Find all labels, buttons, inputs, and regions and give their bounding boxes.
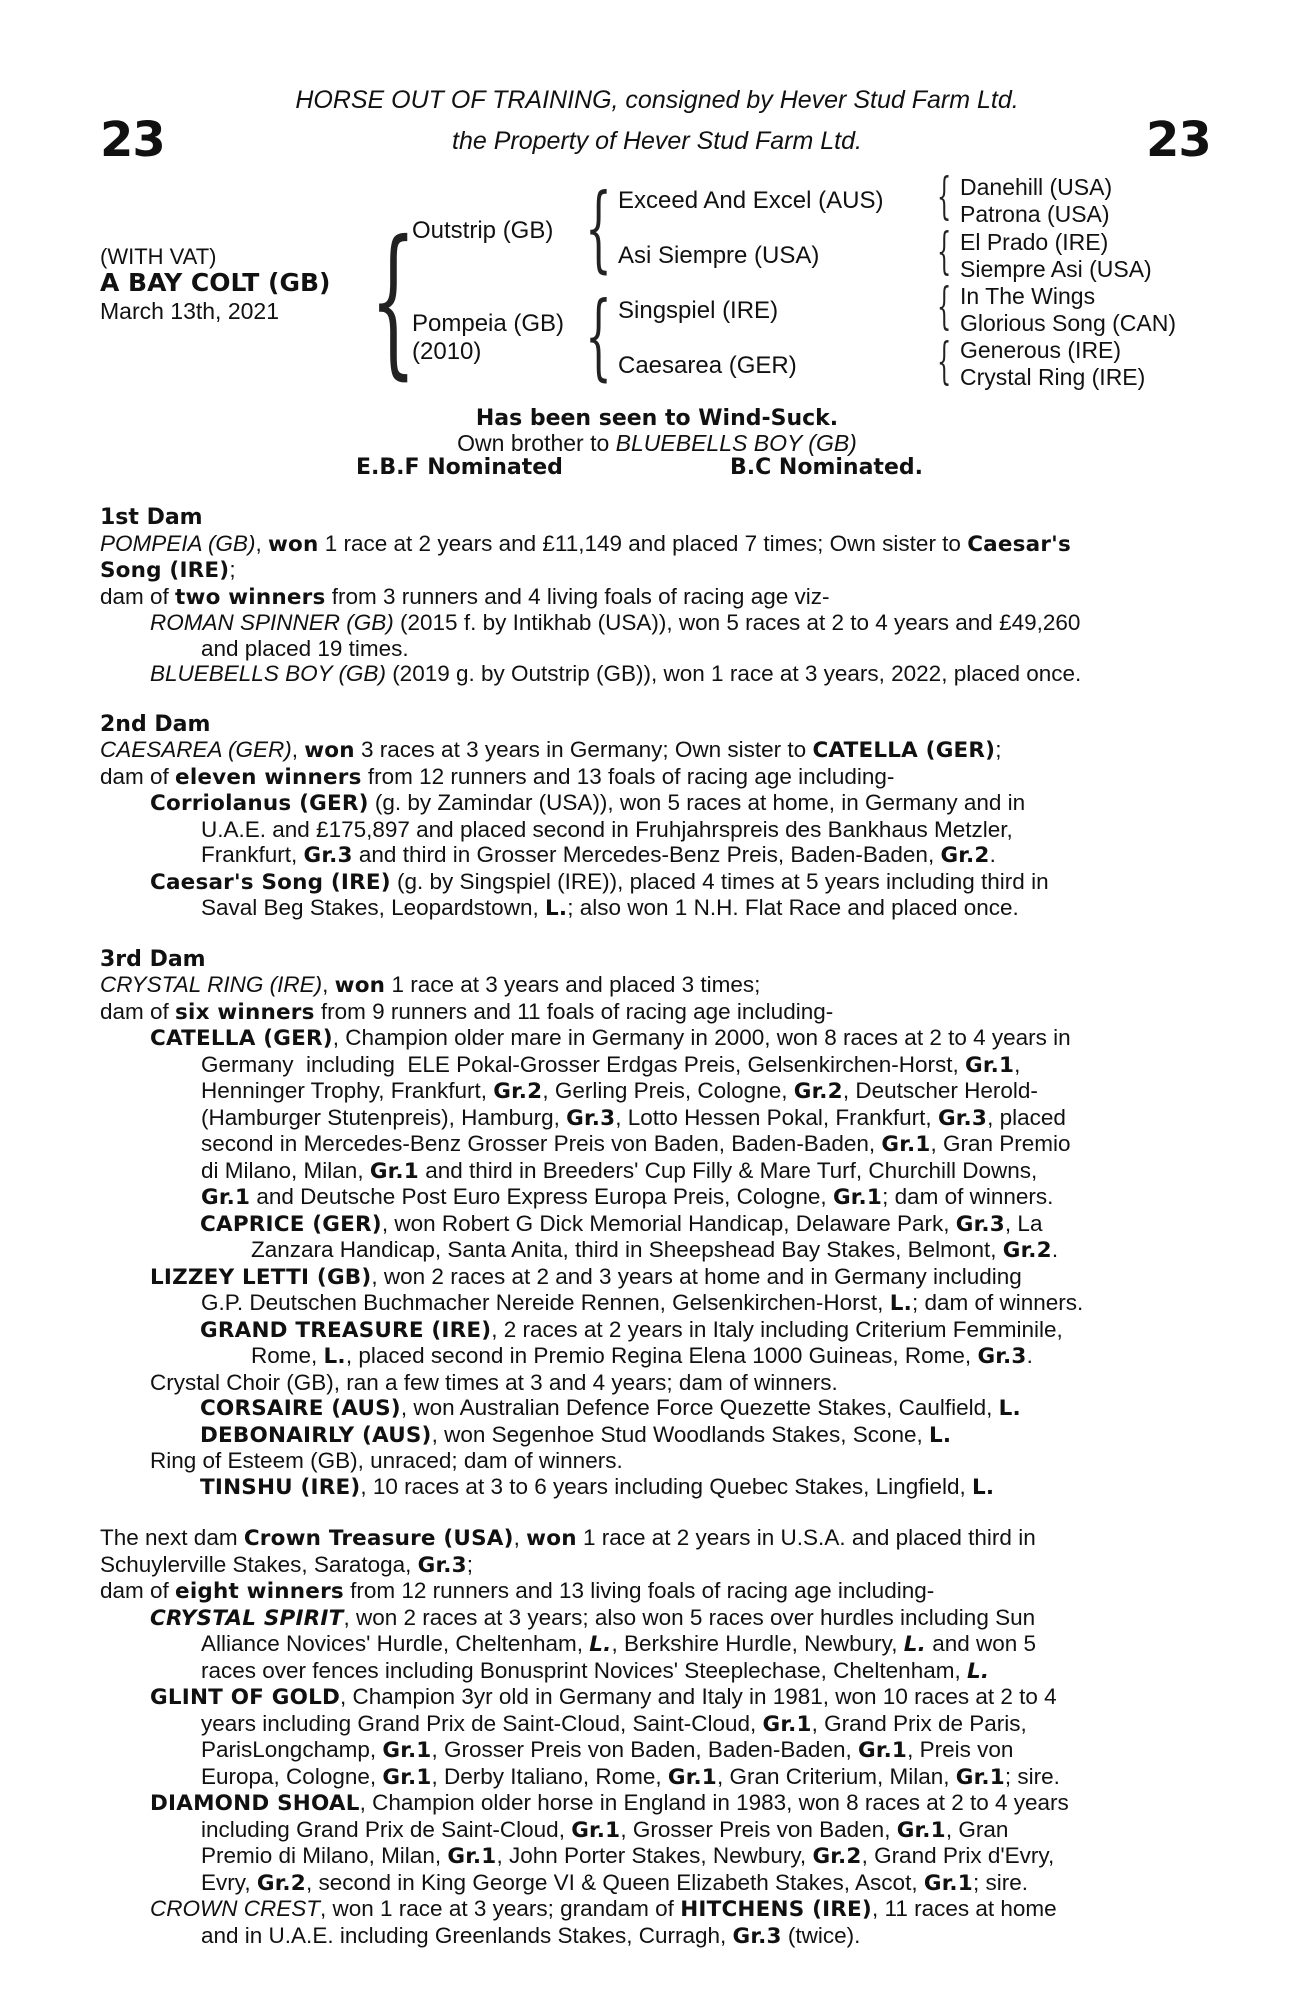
pedigree-dam: Pompeia (GB) bbox=[412, 310, 565, 337]
own-brother-prefix: Own brother to bbox=[457, 430, 616, 456]
progeny-entry: DIAMOND SHOAL, Champion older horse in England in 1983, won 8 races at 2 to 4 years including Grand Prix de Saint-Cloud, Gr.1, Grosser Preis von Baden, Gr.1, Gran Premio di Milano, Milan, Gr.1, John Porter Stakes, Newbury, Gr.2, Grand Prix d'Evry, Evry, Gr.2, second in King George VI & Queen Elizabeth Stakes, Ascot, Gr.1; sire. bbox=[150, 1790, 1069, 1896]
grand-progeny-entry: DEBONAIRLY (AUS), won Segenhoe Stud Woodlands Stakes, Scone, L. bbox=[200, 1421, 952, 1448]
progeny-entry: Caesar's Song (IRE) (g. by Singspiel (IRE)), placed 4 times at 5 years including third in Saval Beg Stakes, Leopardstown, L.; also won 1 N.H. Flat Race and placed once. bbox=[150, 868, 1049, 921]
pedigree-gg-7: Generous (IRE) bbox=[960, 337, 1122, 363]
second-dam-heading: 2nd Dam bbox=[100, 711, 211, 737]
vat-label: (WITH VAT) bbox=[100, 244, 217, 269]
pedigree-brace-g3: { bbox=[937, 277, 952, 335]
lot-number-left: 23 bbox=[100, 112, 165, 168]
next-dam-section bbox=[100, 1525, 1206, 1949]
pedigree-sire: Outstrip (GB) bbox=[412, 217, 554, 244]
progeny-entry: Crystal Choir (GB), ran a few times at 3 and 4 years; dam of winners. bbox=[150, 1369, 838, 1395]
pedigree-gg-6: Glorious Song (CAN) bbox=[960, 310, 1177, 336]
pedigree-dam-sire: Singspiel (IRE) bbox=[618, 297, 779, 324]
pedigree-gg-8: Crystal Ring (IRE) bbox=[960, 364, 1146, 390]
progeny-entry: CATELLA (GER), Champion older mare in Germany in 2000, won 8 races at 2 to 4 years in Germany including ELE Pokal-Grosser Erdgas Preis, Gelsenkirchen-Horst, Gr.1, Henninger Trophy, Frankfurt, Gr.2, Gerling Preis, Cologne, Gr.2, Deutscher Herold- (Hamburger Stutenpreis), Hamburg, Gr.3, Lotto Hessen Pokal, Frankfurt, Gr.3, placed second in Mercedes-Benz Grosser Preis von Baden, Baden-Baden, Gr.1, Gran Premio di Milano, Milan, Gr.1 and third in Breeders' Cup Filly & Mare Turf, Churchill Downs, Gr.1 and Deutsche Post Euro Express Europa Preis, Cologne, Gr.1; dam of winners. bbox=[150, 1025, 1071, 1210]
wind-suck-note: Has been seen to Wind-Suck. bbox=[475, 406, 839, 431]
first-dam-line: POMPEIA (GB), won 1 race at 2 years and £11,149 and placed 7 times; Own sister to Caesar's Song (IRE); bbox=[100, 530, 1071, 583]
pedigree-gg-3: El Prado (IRE) bbox=[960, 229, 1109, 255]
second-dam-produce: dam of eleven winners from 12 runners and 13 foals of racing age including- bbox=[100, 763, 895, 790]
pedigree-brace-sire: { bbox=[585, 174, 612, 283]
pedigree-sire-sire: Exceed And Excel (AUS) bbox=[618, 187, 884, 214]
progeny-entry: Corriolanus (GER) (g. by Zamindar (USA)), won 5 races at home, in Germany and in U.A.E. and £175,897 and placed second in Fruhjahrspreis des Bankhaus Metzler, Frankfurt, Gr.3 and third in Grosser Mercedes-Benz Preis, Baden-Baden, Gr.2. bbox=[150, 790, 1026, 868]
first-dam-heading: 1st Dam bbox=[100, 505, 203, 530]
catalogue-body bbox=[100, 505, 1206, 1949]
pedigree-brace-g1: { bbox=[937, 167, 952, 225]
pedigree-brace-dam: { bbox=[585, 282, 612, 391]
progeny-entry: ROMAN SPINNER (GB) (2015 f. by Intikhab (USA)), won 5 races at 2 to 4 years and £49,260 and placed 19 times. bbox=[150, 610, 1081, 661]
second-dam-line: CAESAREA (GER), won 3 races at 3 years in Germany; Own sister to CATELLA (GER); bbox=[100, 737, 1002, 763]
grand-progeny-entry: CAPRICE (GER), won Robert G Dick Memorial Handicap, Delaware Park, Gr.3, La Zanzara Handicap, Santa Anita, third in Sheepshead Bay Stakes, Belmont, Gr.2. bbox=[200, 1210, 1059, 1263]
bc-nominated: B.C Nominated. bbox=[730, 455, 923, 480]
third-dam-line: CRYSTAL RING (IRE), won 1 race at 3 years and placed 3 times; bbox=[100, 972, 761, 998]
lot-number-right: 23 bbox=[1146, 112, 1211, 168]
property-header: the Property of Hever Stud Farm Ltd. bbox=[452, 127, 862, 155]
grand-progeny-entry: GRAND TREASURE (IRE), 2 races at 2 years in Italy including Criterium Femminile, Rome, L., placed second in Premio Regina Elena 1000 Guineas, Rome, Gr.3. bbox=[200, 1316, 1063, 1369]
third-dam-heading: 3rd Dam bbox=[100, 946, 206, 972]
pedigree-dam-dam: Caesarea (GER) bbox=[618, 352, 797, 379]
first-dam-section bbox=[100, 505, 1206, 687]
pedigree-sire-dam: Asi Siempre (USA) bbox=[618, 242, 820, 269]
pedigree-brace-g4: { bbox=[937, 332, 952, 390]
horse-name: A BAY COLT (GB) bbox=[100, 268, 331, 297]
grand-progeny-entry: TINSHU (IRE), 10 races at 3 to 6 years including Quebec Stakes, Lingfield, L. bbox=[200, 1473, 995, 1500]
pedigree-brace-main: { bbox=[370, 207, 417, 395]
own-brother-note bbox=[0, 430, 1314, 457]
next-dam-produce: dam of eight winners from 12 runners and 13 living foals of racing age including- bbox=[100, 1578, 935, 1604]
next-dam-line: The next dam Crown Treasure (USA), won 1 race at 2 years in U.S.A. and placed third in Schuylerville Stakes, Saratoga, Gr.3; bbox=[100, 1525, 1036, 1578]
first-dam-produce: dam of two winners from 3 runners and 4 living foals of racing age viz- bbox=[100, 583, 830, 610]
consignment-header: HORSE OUT OF TRAINING, consigned by Hever Stud Farm Ltd. bbox=[295, 86, 1019, 114]
progeny-entry: BLUEBELLS BOY (GB) (2019 g. by Outstrip (GB)), won 1 race at 3 years, 2022, placed once. bbox=[150, 661, 1082, 686]
progeny-entry: GLINT OF GOLD, Champion 3yr old in Germany and Italy in 1981, won 10 races at 2 to 4 years including Grand Prix de Saint-Cloud, Saint-Cloud, Gr.1, Grand Prix de Paris, ParisLongchamp, Gr.1, Grosser Preis von Baden, Baden-Baden, Gr.1, Preis von Europa, Cologne, Gr.1, Derby Italiano, Rome, Gr.1, Gran Criterium, Milan, Gr.1; sire. bbox=[150, 1684, 1060, 1790]
own-brother-name: BLUEBELLS BOY (GB) bbox=[615, 430, 857, 456]
pedigree-gg-2: Patrona (USA) bbox=[960, 201, 1110, 227]
pedigree-gg-4: Siempre Asi (USA) bbox=[960, 256, 1152, 282]
progeny-entry: LIZZEY LETTI (GB), won 2 races at 2 and 3 years at home and in Germany including G.P. Deutschen Buchmacher Nereide Rennen, Gelsenkirchen-Horst, L.; dam of winners. bbox=[150, 1263, 1084, 1316]
foaling-date: March 13th, 2021 bbox=[100, 298, 280, 324]
third-dam-produce: dam of six winners from 9 runners and 11 foals of racing age including- bbox=[100, 998, 834, 1025]
second-dam-section bbox=[100, 712, 1206, 922]
pedigree-dam-year: (2010) bbox=[412, 338, 482, 365]
progeny-entry: Ring of Esteem (GB), unraced; dam of winners. bbox=[150, 1448, 623, 1473]
ebf-nominated: E.B.F Nominated bbox=[356, 455, 563, 480]
progeny-entry: CRYSTAL SPIRIT, won 2 races at 3 years; also won 5 races over hurdles including Sun Alliance Novices' Hurdle, Cheltenham, L., Berkshire Hurdle, Newbury, L. and won 5 races over fences including Bonusprint Novices' Steeplechase, Cheltenham, L. bbox=[150, 1604, 1037, 1684]
pedigree-gg-5: In The Wings bbox=[960, 283, 1096, 309]
pedigree-brace-g2: { bbox=[937, 222, 952, 280]
grand-progeny-entry: CORSAIRE (AUS), won Australian Defence Force Quezette Stakes, Caulfield, L. bbox=[200, 1395, 1021, 1421]
progeny-entry: CROWN CREST, won 1 race at 3 years; grandam of HITCHENS (IRE), 11 races at home and in U.A.E. including Greenlands Stakes, Curragh, Gr.3 (twice). bbox=[150, 1896, 1057, 1949]
pedigree-gg-1: Danehill (USA) bbox=[960, 174, 1113, 200]
third-dam-section bbox=[100, 947, 1206, 1501]
